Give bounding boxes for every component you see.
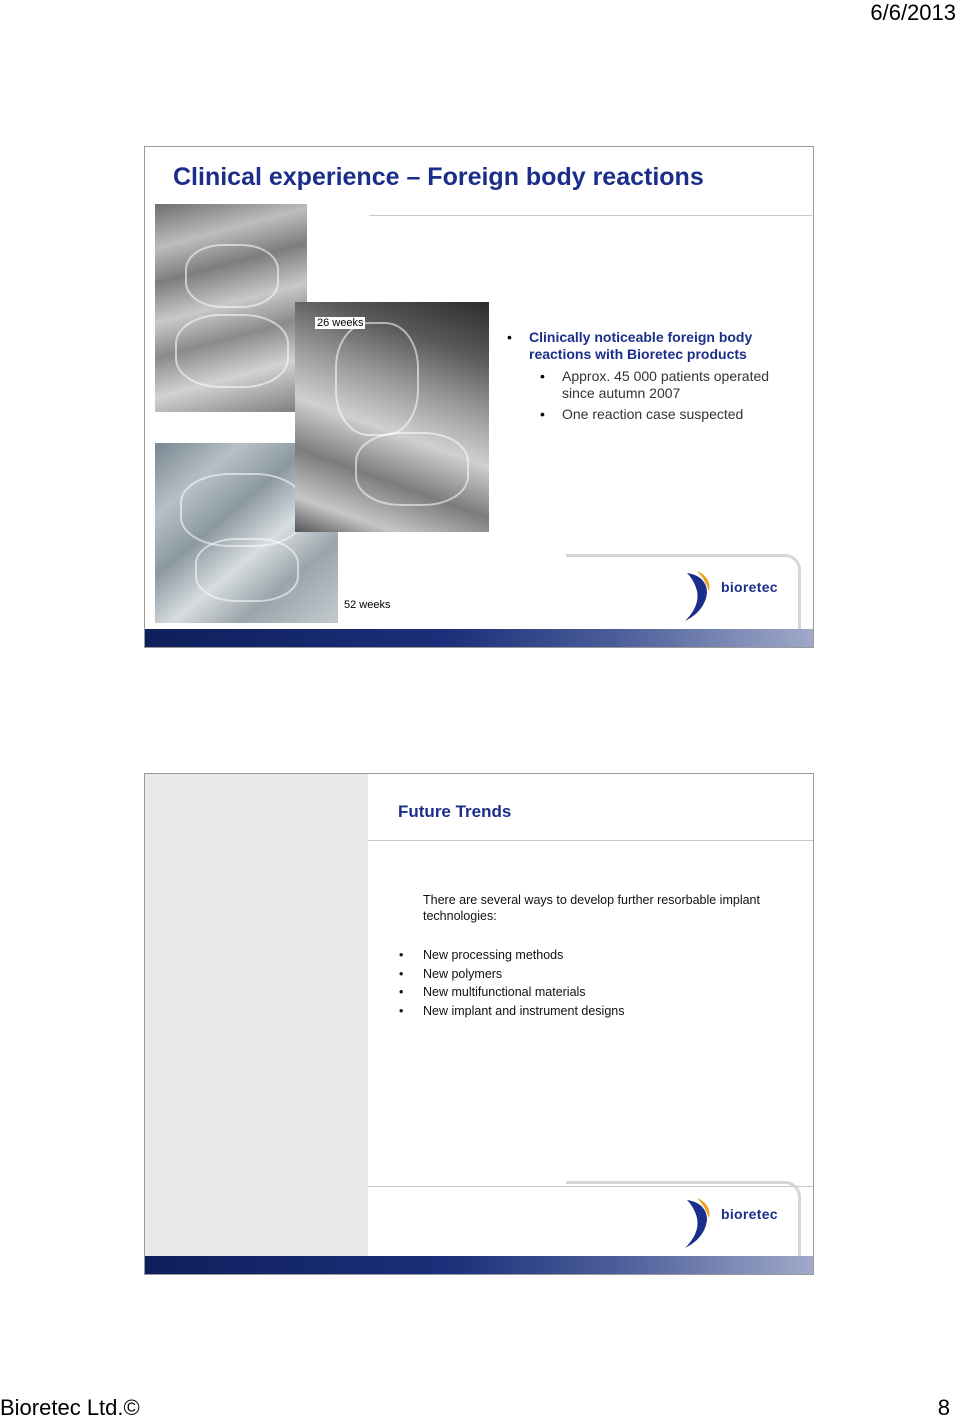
divider	[369, 215, 812, 216]
sub-bullet: • One reaction case suspected	[507, 406, 797, 423]
list-item: • New processing methods	[399, 946, 779, 965]
page-date: 6/6/2013	[870, 0, 956, 25]
logo-text: bioretec	[721, 579, 778, 595]
label-26-weeks: 26 weeks	[317, 317, 364, 329]
footer-company: Bioretec Ltd.©	[0, 1395, 140, 1420]
slide-bottom-band	[145, 1256, 813, 1274]
divider	[368, 840, 813, 841]
xray-image-ankle-front	[155, 204, 307, 412]
main-bullet: • Clinically noticeable foreign body reactions with Bioretec products	[507, 329, 797, 363]
logo-text: bioretec	[721, 1206, 778, 1222]
slide-bottom-band	[145, 629, 813, 647]
slide-title: Clinical experience – Foreign body reactions	[173, 163, 704, 191]
slide-clinical-experience	[144, 146, 814, 648]
slide-title: Future Trends	[398, 802, 512, 821]
side-panel	[145, 774, 368, 1256]
bioretec-logo	[681, 567, 799, 623]
xray-image-ankle-lateral	[295, 302, 489, 532]
label-52-weeks: 52 weeks	[344, 599, 391, 611]
bioretec-swoosh-icon	[681, 1194, 715, 1250]
bioretec-logo	[681, 1194, 799, 1250]
list-item: • New polymers	[399, 965, 779, 984]
sub-bullet: • Approx. 45 000 patients operated since autumn 2007	[507, 368, 797, 402]
page-number: 8	[937, 1395, 950, 1420]
intro-text: There are several ways to develop further resorbable implant technologies:	[423, 893, 760, 923]
trends-list	[399, 946, 779, 1021]
bullet-list	[507, 329, 797, 423]
list-item: • New multifunctional materials	[399, 983, 779, 1002]
list-item: • New implant and instrument designs	[399, 1002, 779, 1021]
slide-future-trends	[144, 773, 814, 1275]
bioretec-swoosh-icon	[681, 567, 715, 623]
